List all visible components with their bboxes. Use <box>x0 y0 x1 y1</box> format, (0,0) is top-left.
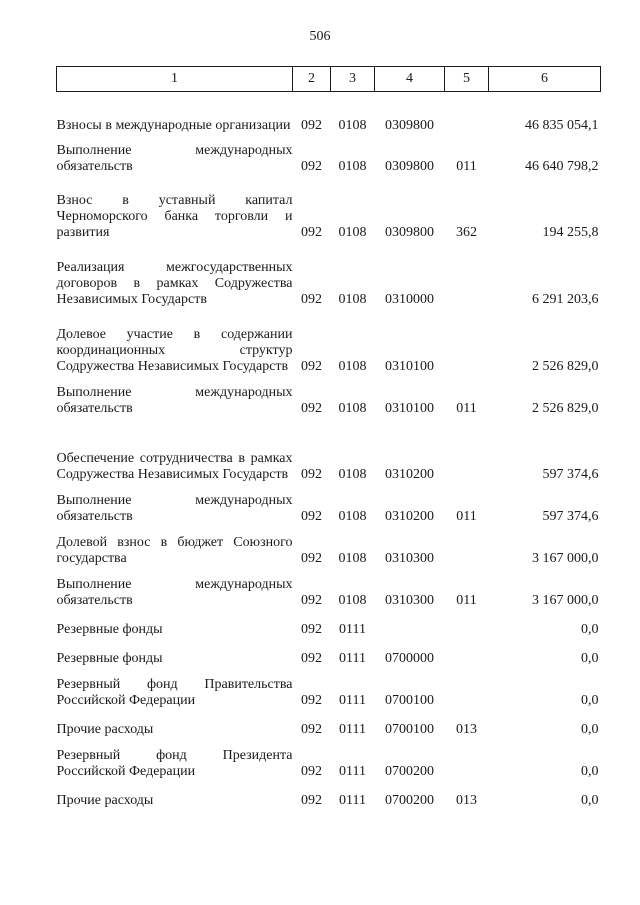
header-col-4: 4 <box>375 67 445 92</box>
cell-amount: 194 255,8 <box>542 225 599 240</box>
header-col-3: 3 <box>331 67 375 92</box>
cell-col-5 <box>445 525 489 567</box>
cell-col-2: 092 <box>301 722 322 737</box>
cell-col-3: 0111 <box>339 793 366 808</box>
cell-col-3: 0111 <box>339 722 366 737</box>
table-row <box>57 638 601 667</box>
cell-description: Долевой взнос в бюджет Союзного государства <box>56 535 293 566</box>
cell-col-3: 0111 <box>339 764 366 779</box>
cell-col-5 <box>445 638 489 667</box>
cell-col-5 <box>445 308 489 375</box>
cell-amount: 0,0 <box>581 651 599 666</box>
cell-description: Выполнение международных обязательств <box>56 493 293 524</box>
table-row <box>57 709 601 738</box>
cell-col-2: 092 <box>301 401 322 416</box>
cell-description: Взносы в международные организации <box>56 118 291 133</box>
cell-col-4 <box>375 609 445 638</box>
table-row <box>57 609 601 638</box>
cell-amount: 0,0 <box>581 764 599 779</box>
cell-col-5 <box>445 92 489 135</box>
cell-col-5 <box>445 667 489 709</box>
cell-col-5: 362 <box>456 225 477 240</box>
cell-description: Реализация межгосударственных договоров в рамках Содружества Независимых Государств <box>56 260 293 307</box>
cell-amount: 597 374,6 <box>542 509 599 524</box>
table-row <box>57 308 601 375</box>
cell-amount: 3 167 000,0 <box>532 593 599 608</box>
cell-col-4: 0309800 <box>385 118 434 133</box>
cell-description: Долевое участие в содержании координационных структур Содружества Независимых Государств <box>56 327 293 374</box>
cell-col-2: 092 <box>301 593 322 608</box>
cell-description: Резервный фонд Правительства Российской Федерации <box>56 677 293 708</box>
table-row <box>57 417 601 483</box>
table-row <box>57 134 601 175</box>
cell-description: Взнос в уставный капитал Черноморского банка торговли и развития <box>56 193 293 240</box>
cell-amount: 0,0 <box>581 693 599 708</box>
table-header <box>57 67 601 92</box>
cell-col-3: 0108 <box>338 118 367 133</box>
cell-col-2: 092 <box>301 622 322 637</box>
cell-col-5: 011 <box>456 593 477 608</box>
cell-description: Резервные фонды <box>56 622 163 637</box>
cell-col-4: 0700100 <box>385 722 434 737</box>
cell-col-5: 013 <box>456 793 477 808</box>
cell-col-4: 0310200 <box>385 509 434 524</box>
cell-col-4: 0310200 <box>385 467 434 482</box>
table-row <box>57 525 601 567</box>
cell-amount: 2 526 829,0 <box>532 401 599 416</box>
cell-col-4: 0700200 <box>385 764 434 779</box>
cell-amount: 597 374,6 <box>542 467 599 482</box>
cell-amount: 6 291 203,6 <box>532 292 599 307</box>
table-body <box>57 92 601 810</box>
cell-description: Выполнение международных обязательств <box>56 143 293 174</box>
table-row <box>57 375 601 417</box>
cell-amount: 3 167 000,0 <box>532 551 599 566</box>
cell-col-5: 013 <box>456 722 477 737</box>
table-row <box>57 738 601 780</box>
cell-col-5 <box>445 609 489 638</box>
cell-col-3: 0108 <box>338 159 367 174</box>
cell-col-3: 0108 <box>338 225 367 240</box>
cell-col-2: 092 <box>301 693 322 708</box>
cell-description: Резервный фонд Президента Российской Федерации <box>56 748 293 779</box>
cell-col-2: 092 <box>301 551 322 566</box>
cell-description: Выполнение международных обязательств <box>56 577 293 608</box>
cell-col-5: 011 <box>456 401 477 416</box>
cell-description: Прочие расходы <box>56 722 154 737</box>
cell-description: Прочие расходы <box>56 793 154 808</box>
cell-col-5: 011 <box>456 509 477 524</box>
cell-col-3: 0108 <box>338 292 367 307</box>
cell-amount: 46 640 798,2 <box>525 159 599 174</box>
cell-amount: 0,0 <box>581 722 599 737</box>
cell-col-4: 0700000 <box>385 651 434 666</box>
cell-col-3: 0108 <box>338 359 367 374</box>
header-col-2: 2 <box>293 67 331 92</box>
cell-description: Обеспечение сотрудничества в рамках Содружества Независимых Государств <box>56 451 293 482</box>
cell-col-3: 0111 <box>339 693 366 708</box>
table-row <box>57 483 601 525</box>
header-col-1: 1 <box>57 67 293 92</box>
cell-col-3: 0108 <box>338 401 367 416</box>
cell-amount: 0,0 <box>581 622 599 637</box>
cell-col-2: 092 <box>301 292 322 307</box>
cell-col-2: 092 <box>301 793 322 808</box>
cell-col-2: 092 <box>301 651 322 666</box>
cell-col-3: 0111 <box>339 651 366 666</box>
cell-col-3: 0111 <box>339 622 366 637</box>
cell-col-3: 0108 <box>338 551 367 566</box>
cell-amount: 0,0 <box>581 793 599 808</box>
cell-col-3: 0108 <box>338 593 367 608</box>
table-row <box>57 780 601 809</box>
cell-col-4: 0309800 <box>385 159 434 174</box>
table-row <box>57 241 601 308</box>
cell-col-4: 0310300 <box>385 551 434 566</box>
table-row <box>57 567 601 609</box>
cell-description: Резервные фонды <box>56 651 163 666</box>
cell-col-2: 092 <box>301 764 322 779</box>
header-col-5: 5 <box>445 67 489 92</box>
cell-col-3: 0108 <box>338 509 367 524</box>
cell-col-2: 092 <box>301 118 322 133</box>
cell-col-2: 092 <box>301 359 322 374</box>
cell-col-5 <box>445 738 489 780</box>
cell-col-5 <box>445 241 489 308</box>
cell-col-4: 0310300 <box>385 593 434 608</box>
cell-amount: 2 526 829,0 <box>532 359 599 374</box>
page-number: 506 <box>309 29 331 44</box>
table-row <box>57 175 601 241</box>
cell-col-4: 0310100 <box>385 359 434 374</box>
cell-col-5 <box>445 417 489 483</box>
cell-col-2: 092 <box>301 467 322 482</box>
cell-col-2: 092 <box>301 159 322 174</box>
cell-col-4: 0309800 <box>385 225 434 240</box>
budget-table <box>56 66 601 809</box>
cell-amount: 46 835 054,1 <box>525 118 599 133</box>
cell-col-2: 092 <box>301 225 322 240</box>
cell-col-5: 011 <box>456 159 477 174</box>
cell-col-4: 0700100 <box>385 693 434 708</box>
cell-col-4: 0700200 <box>385 793 434 808</box>
table-row <box>57 92 601 135</box>
cell-col-4: 0310100 <box>385 401 434 416</box>
cell-col-3: 0108 <box>338 467 367 482</box>
cell-col-4: 0310000 <box>385 292 434 307</box>
cell-col-2: 092 <box>301 509 322 524</box>
header-row <box>57 67 601 92</box>
cell-description: Выполнение международных обязательств <box>56 385 293 416</box>
table-row <box>57 667 601 709</box>
header-col-6: 6 <box>489 67 601 92</box>
